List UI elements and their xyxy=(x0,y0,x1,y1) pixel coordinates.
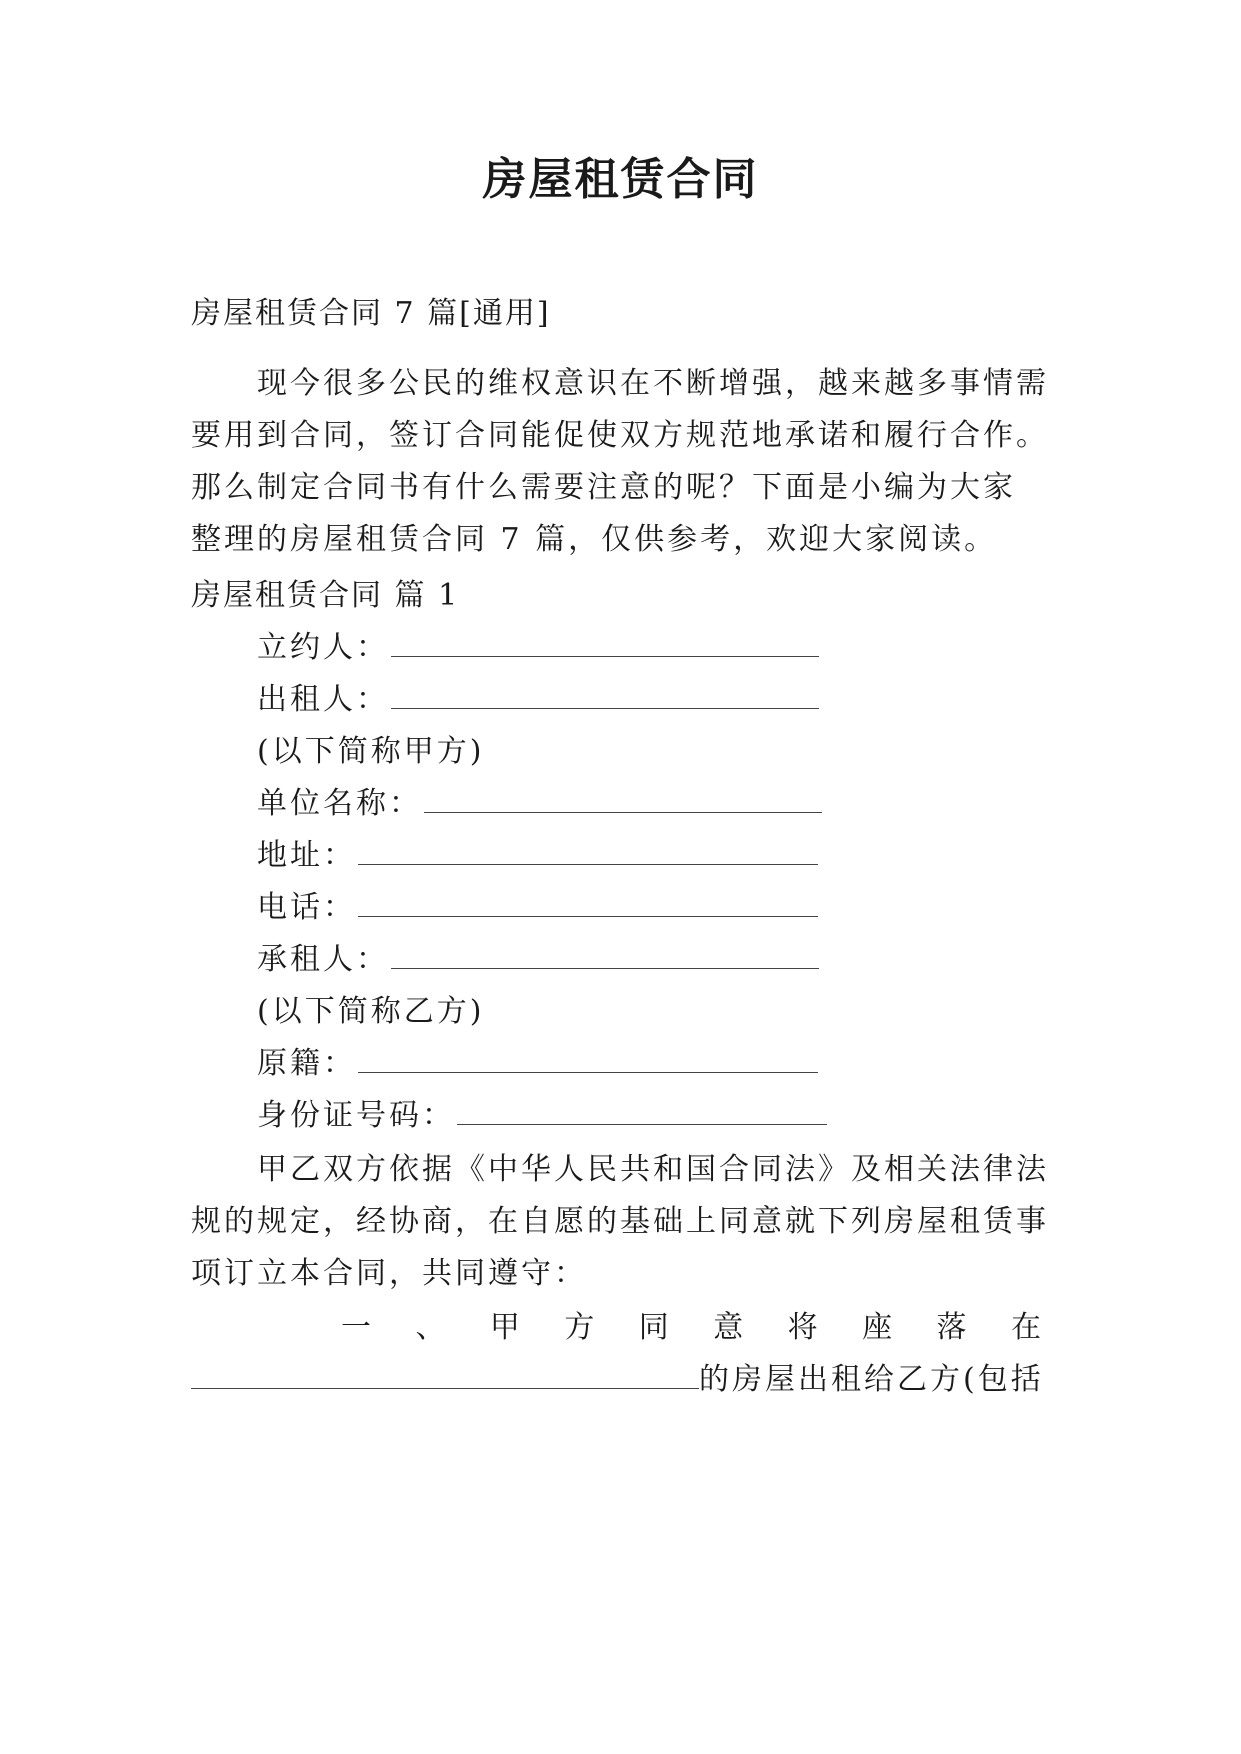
clause-char: 一 xyxy=(341,1310,371,1345)
blank-line xyxy=(358,886,818,917)
lessor-note: (以下简称甲方) xyxy=(257,734,485,769)
field-label: 地址： xyxy=(257,838,356,873)
intro-line-4: 整理的房屋租赁合同 7 篇，仅供参考，欢迎大家阅读。 xyxy=(191,522,998,557)
intro-line-1: 现今很多公民的维权意识在不断增强，越来越多事情需 xyxy=(257,366,1049,401)
clause-char: 意 xyxy=(713,1310,744,1345)
field-party-maker xyxy=(257,626,819,670)
blank-line xyxy=(391,938,819,969)
field-id-number xyxy=(257,1094,827,1138)
clause-char: 落 xyxy=(936,1310,967,1345)
field-origin xyxy=(257,1042,818,1086)
document-title: 房屋租赁合同 xyxy=(482,154,759,205)
field-label: 原籍： xyxy=(257,1046,356,1081)
clause-one-continuation xyxy=(191,1358,1044,1402)
field-lessor xyxy=(257,678,819,722)
clause-char: 在 xyxy=(1010,1310,1041,1345)
field-label: 承租人： xyxy=(257,942,389,977)
body-line-1: 甲乙双方依据《中华人民共和国合同法》及相关法律法 xyxy=(257,1152,1049,1187)
blank-line xyxy=(358,1042,818,1073)
intro-line-3: 那么制定合同书有什么需要注意的呢？下面是小编为大家 xyxy=(191,470,1016,505)
clause-char: 同 xyxy=(638,1310,669,1345)
field-label: 立约人： xyxy=(257,630,389,665)
clause-char: 将 xyxy=(787,1310,818,1345)
clause-char: 甲 xyxy=(489,1310,520,1345)
body-line-2: 规的规定，经协商，在自愿的基础上同意就下列房屋租赁事 xyxy=(191,1204,1049,1239)
blank-line xyxy=(457,1094,827,1125)
clause-char: 、 xyxy=(415,1310,446,1345)
field-label: 电话： xyxy=(257,890,356,925)
section-heading: 房屋租赁合同 篇 1 xyxy=(191,578,460,613)
clause-char: 座 xyxy=(862,1310,893,1345)
field-label: 单位名称： xyxy=(257,786,422,821)
blank-line xyxy=(391,678,819,709)
field-phone xyxy=(257,886,818,930)
blank-line xyxy=(391,626,819,657)
field-address xyxy=(257,834,818,878)
field-lessee xyxy=(257,938,819,982)
clause-one-tail: 的房屋出租给乙方(包括 xyxy=(699,1362,1044,1397)
body-line-3: 项订立本合同，共同遵守： xyxy=(191,1256,587,1291)
clause-one-spread xyxy=(191,1306,1041,1350)
clause-char: 方 xyxy=(564,1310,595,1345)
field-label: 身份证号码： xyxy=(257,1098,455,1133)
intro-line-2: 要用到合同，签订合同能促使双方规范地承诺和履行合作。 xyxy=(191,418,1049,453)
blank-line xyxy=(358,834,818,865)
blank-line xyxy=(424,782,822,813)
field-label: 出租人： xyxy=(257,682,389,717)
lessee-note: (以下简称乙方) xyxy=(257,994,485,1029)
document-subtitle: 房屋租赁合同 7 篇[通用] xyxy=(191,296,551,331)
blank-line xyxy=(191,1358,699,1389)
field-unit-name xyxy=(257,782,822,826)
